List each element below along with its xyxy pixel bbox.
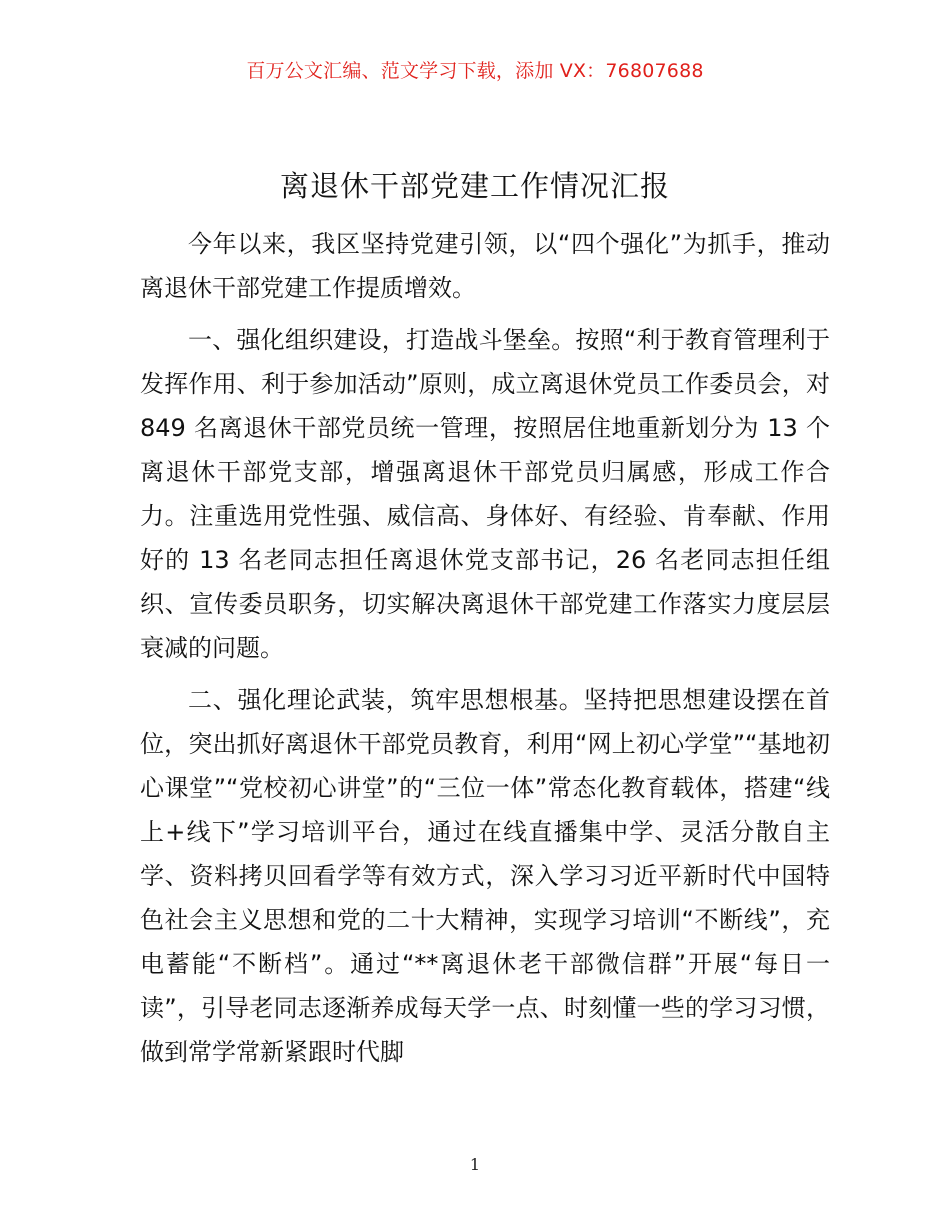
paragraph-theory: 二、强化理论武装，筑牢思想根基。坚持把思想建设摆在首位，突出抓好离退休干部党员教育，利用“网上初心学堂”“基地初心课堂”“党校初心讲堂”的“三位一体”常态化教育载体，搭建“线上+线下”学习培训平台，通过在线直播集中学、灵活分散自主学、资料拷贝回看学等有效方式，深入学习习近平新时代中国特色社会主义思想和党的二十大精神，实现学习培训“不断线”，充电蓄能“不断档”。通过“**离退休老干部微信群”开展“每日一读”，引导老同志逐渐养成每天学一点、时刻懂一些的学习习惯，做到常学常新紧跟时代脚 <box>140 686 830 1066</box>
paragraph-intro: 今年以来，我区坚持党建引领，以“四个强化”为抓手，推动离退休干部党建工作提质增效。 <box>140 230 830 302</box>
paragraph-organization: 一、强化组织建设，打造战斗堡垒。按照“利于教育管理利于发挥作用、利于参加活动”原则，成立离退休党员工作委员会，对 849 名离退休干部党员统一管理，按照居住地重新划分为 13 个离退休干部党支部，增强离退休干部党员归属感，形成工作合力。注重选用党性强、威信高、身体好、有经验、肯奉献、作用好的 13 名老同志担任离退休党支部书记，26 名老同志担任组织、宣传委员职务，切实解决离退休干部党建工作落实力度层层衰减的问题。 <box>140 326 830 662</box>
document-body <box>140 222 830 1082</box>
document-title: 离退休干部党建工作情况汇报 <box>279 169 670 203</box>
watermark-header: 百万公文汇编、范文学习下载，添加 VX：76807688 <box>246 60 704 82</box>
page-number: 1 <box>469 1155 481 1174</box>
